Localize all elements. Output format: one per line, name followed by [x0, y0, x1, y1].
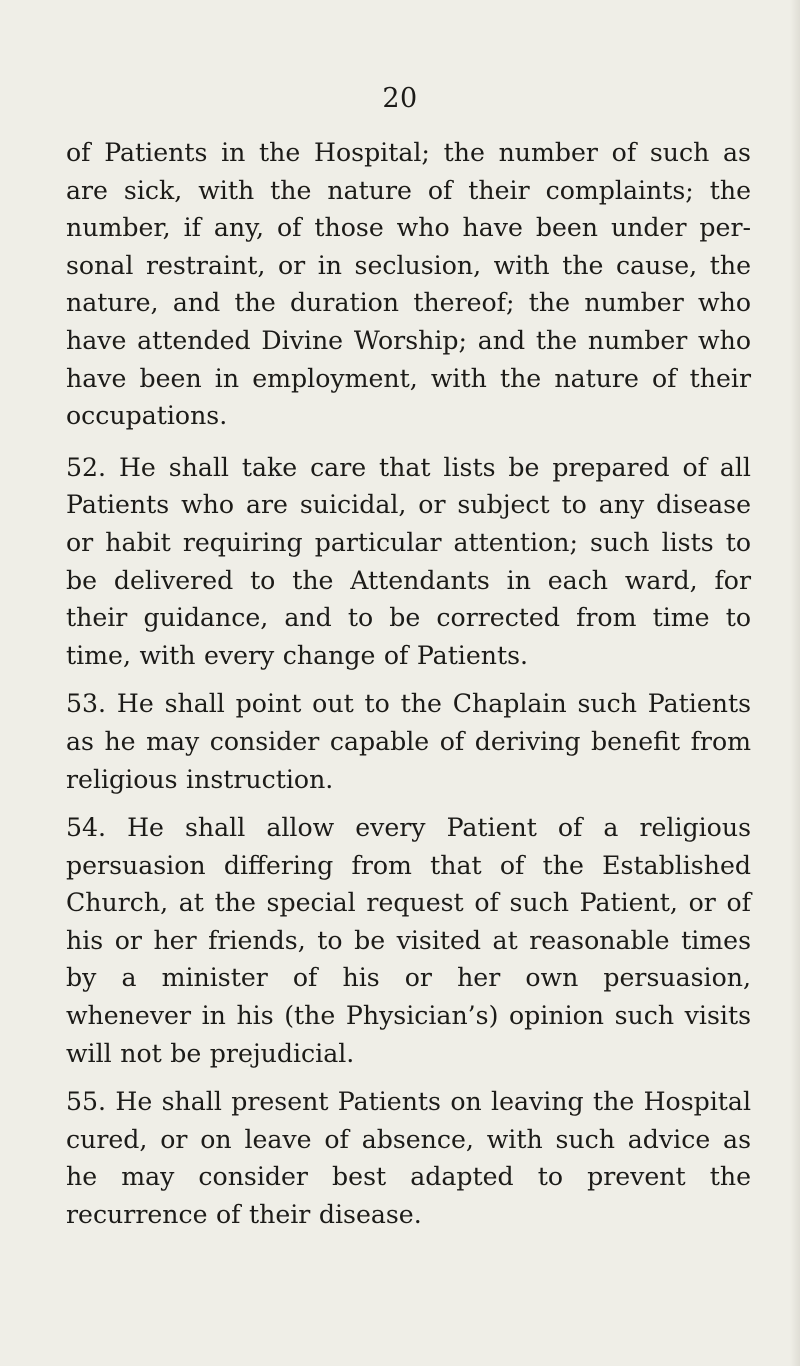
page-edge-shadow	[790, 0, 800, 1366]
page-number: 20	[382, 83, 418, 114]
body-text	[66, 134, 751, 1245]
paragraph-52: 52. He shall take care that lists be prepared of all Patients who are suicidal, or subject to any disease or habit requiring particular attention; such lists to be delivered to the Attendants in each ward, for their guidance, and to be corrected from time to time, with every change of Patients.	[66, 452, 751, 670]
paragraph-continuation: of Patients in the Hospital; the number of such as are sick, with the nature of their complaints; the number, if any, of those who have been under per-sonal restraint, or in seclusion, with the cause, the nature, and the duration thereof; the number who have attended Divine Worship; and the number who have been in employment, with the nature of their occupations.	[66, 138, 751, 431]
paragraph-53: 53. He shall point out to the Chaplain such Patients as he may consider capable of deriving benefit from religious instruction.	[66, 689, 751, 794]
paragraph-54: 54. He shall allow every Patient of a religious persuasion differing from that of the Established Church, at the special request of such Patient, or of his or her friends, to be visited at reasonable times by a minister of his or her own persuasion, whenever in his (the Physician’s) opinion such visits will not be prejudicial.	[66, 813, 751, 1068]
paragraph-55: 55. He shall present Patients on leaving the Hospital cured, or on leave of absence, with such advice as he may consider best adapted to prevent the recurrence of their disease.	[66, 1087, 751, 1230]
